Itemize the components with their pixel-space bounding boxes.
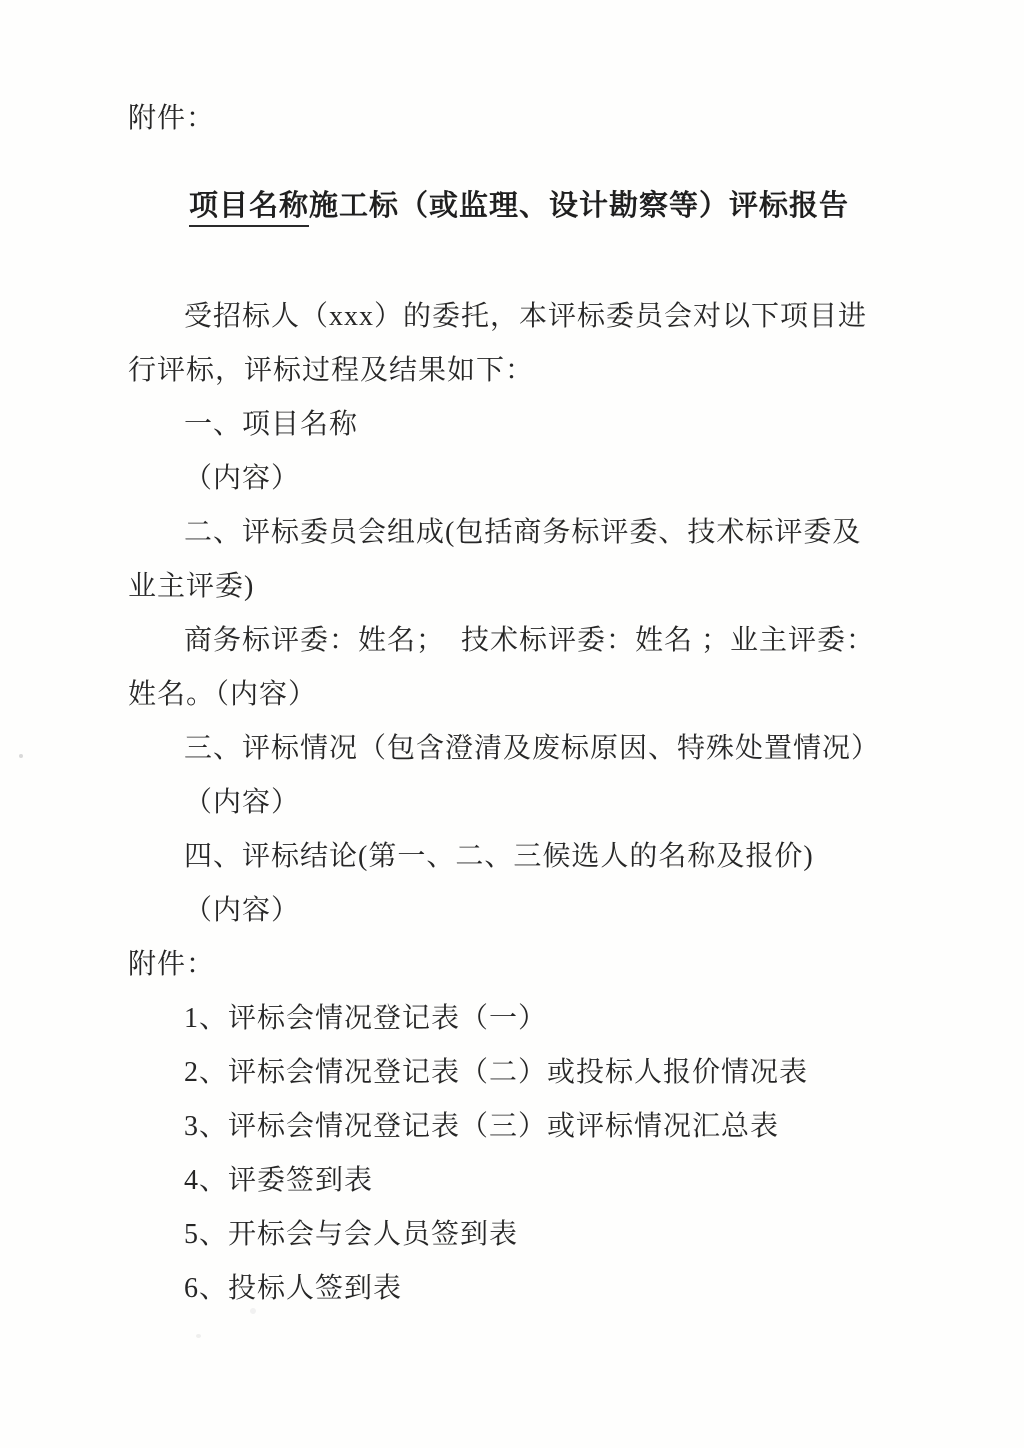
document-body [128,290,910,1316]
attachment-item-4: 4、评委签到表 [184,1165,374,1196]
attachment-label-top: 附件： [128,103,216,134]
section-2-heading-line-2: 业主评委) [128,571,255,602]
intro-line-1: 受招标人（xxx）的委托，本评标委员会对以下项目进 [184,301,868,332]
section-2-detail-line-1: 商务标评委：姓名； 技术标评委：姓名 ；业主评委： [184,625,876,656]
intro-line-2: 行评标，评标过程及结果如下： [128,355,535,386]
section-1-heading: 一、项目名称 [184,409,359,440]
scan-artifact-dot [250,1308,256,1314]
section-3-content-placeholder: （内容） [184,787,301,818]
section-3-heading: 三、评标情况（包含澄清及废标原因、特殊处置情况） [184,733,881,764]
attachment-item-6: 6、投标人签到表 [184,1273,403,1304]
title-rest: 施工标（或监理、设计勘察等）评标报告 [309,190,850,222]
attachments-label: 附件： [128,949,216,980]
attachment-item-5: 5、开标会与会人员签到表 [184,1219,519,1250]
section-4-heading: 四、评标结论(第一、二、三候选人的名称及报价) [184,841,814,872]
scan-artifact-dot [19,754,23,758]
document-title [128,179,910,233]
section-2-detail-line-2: 姓名。（内容） [128,679,318,710]
scan-artifact-dot [196,1334,201,1338]
attachment-item-2: 2、评标会情况登记表（二）或投标人报价情况表 [184,1057,809,1088]
section-1-content-placeholder: （内容） [184,463,301,494]
document-content [128,92,910,1316]
title-underlined-project-name: 项目名称 [189,190,309,227]
attachment-item-1: 1、评标会情况登记表（一） [184,1003,548,1034]
attachment-item-3: 3、评标会情况登记表（三）或评标情况汇总表 [184,1111,780,1142]
section-4-content-placeholder: （内容） [184,895,301,926]
section-2-heading-line-1: 二、评标委员会组成(包括商务标评委、技术标评委及 [184,517,862,548]
